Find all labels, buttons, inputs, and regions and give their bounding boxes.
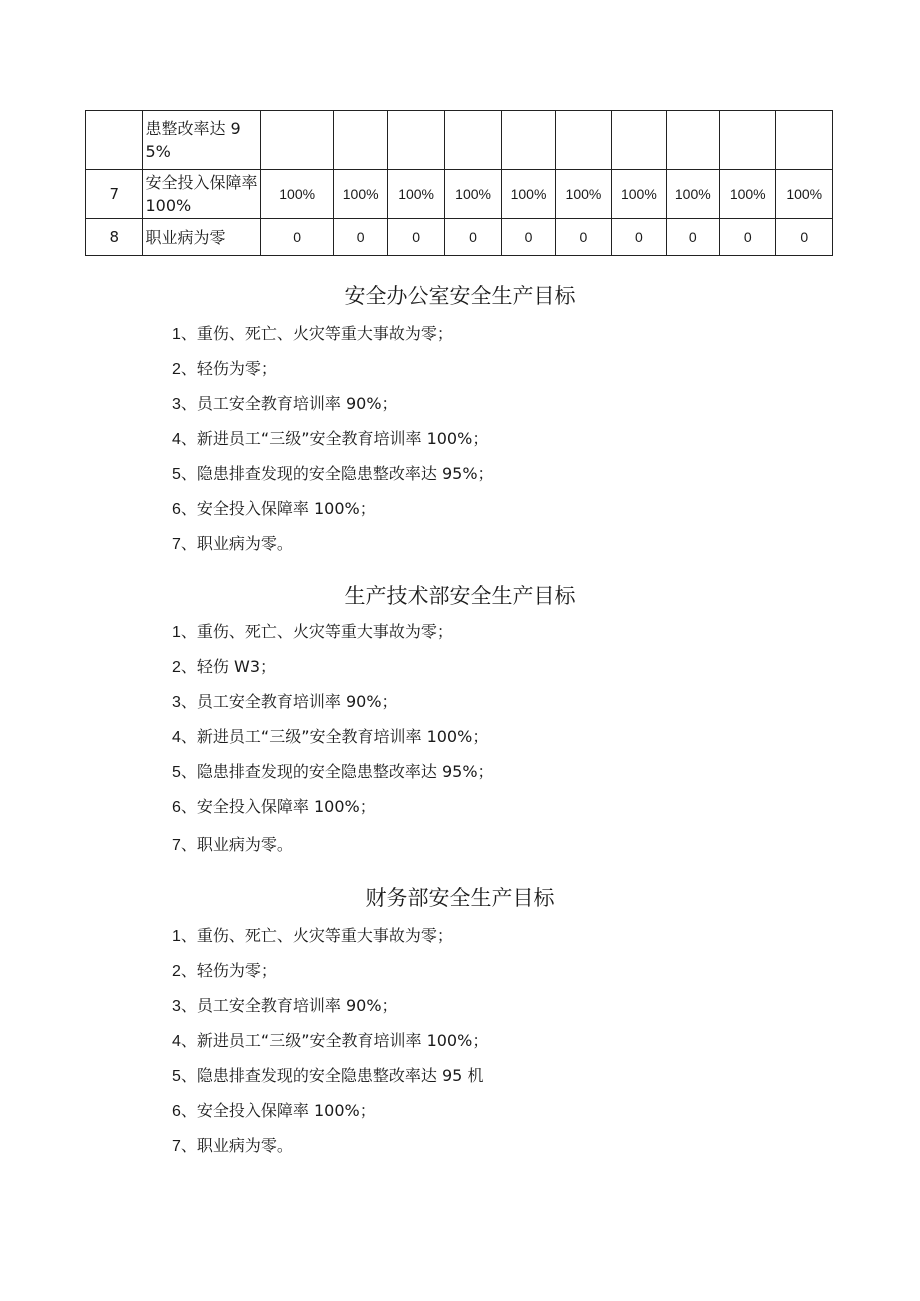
row-label: 职业病为零 <box>143 219 261 256</box>
list-item: 3、员工安全教育培训率 90%； <box>172 692 398 711</box>
list-item: 4、新进员工“三级”安全教育培训率 100%； <box>172 429 489 448</box>
table-cell: 0 <box>555 219 611 256</box>
list-item: 7、职业病为零。 <box>172 1136 293 1155</box>
section-title: 财务部安全生产目标 <box>365 886 555 910</box>
table-cell <box>261 111 334 170</box>
list-item: 5、隐患排查发现的安全隐患整改率达 95 机 <box>172 1066 484 1085</box>
table-cell: 0 <box>720 219 776 256</box>
table-cell <box>502 111 555 170</box>
table-cell <box>666 111 719 170</box>
section-title: 安全办公室安全生产目标 <box>344 284 576 308</box>
table-cell: 0 <box>388 219 444 256</box>
table-cell <box>388 111 444 170</box>
table-cell <box>776 111 833 170</box>
table-cell: 0 <box>666 219 719 256</box>
list-item: 1、重伤、死亡、火灾等重大事故为零； <box>172 622 453 641</box>
table-cell: 100% <box>502 170 555 219</box>
list-item: 3、员工安全教育培训率 90%； <box>172 394 398 413</box>
table-cell <box>555 111 611 170</box>
table-cell: 0 <box>444 219 501 256</box>
table-cell: 100% <box>720 170 776 219</box>
list-item: 2、轻伤 W3； <box>172 657 276 676</box>
table-cell: 100% <box>555 170 611 219</box>
goal-list <box>172 918 488 1163</box>
list-item: 5、隐患排查发现的安全隐患整改率达 95%； <box>172 762 494 781</box>
table-cell <box>612 111 666 170</box>
row-label: 患整改率达 95% <box>143 111 261 170</box>
list-item: 1、重伤、死亡、火灾等重大事故为零； <box>172 324 453 343</box>
list-item: 6、安全投入保障率 100%； <box>172 499 376 518</box>
safety-goal-table <box>85 110 833 256</box>
table-cell <box>444 111 501 170</box>
table-cell: 100% <box>776 170 833 219</box>
table-cell: 0 <box>502 219 555 256</box>
table-cell <box>333 111 387 170</box>
row-number <box>86 111 143 170</box>
table-row <box>86 170 833 219</box>
table-cell: 0 <box>612 219 666 256</box>
row-number: 8 <box>86 219 143 256</box>
section-title: 生产技术部安全生产目标 <box>344 584 576 608</box>
list-item: 4、新进员工“三级”安全教育培训率 100%； <box>172 1031 489 1050</box>
goal-list <box>172 316 494 561</box>
list-item: 7、职业病为零。 <box>172 835 293 854</box>
goal-list <box>172 614 494 862</box>
row-label: 安全投入保障率 100% <box>143 170 261 219</box>
table-cell: 0 <box>333 219 387 256</box>
list-item: 6、安全投入保障率 100%； <box>172 1101 376 1120</box>
list-item: 2、轻伤为零； <box>172 961 277 980</box>
list-item: 1、重伤、死亡、火灾等重大事故为零； <box>172 926 453 945</box>
table-cell: 100% <box>612 170 666 219</box>
table-cell: 100% <box>444 170 501 219</box>
table-cell: 0 <box>776 219 833 256</box>
table-row <box>86 219 833 256</box>
list-item: 5、隐患排查发现的安全隐患整改率达 95%； <box>172 464 494 483</box>
list-item: 4、新进员工“三级”安全教育培训率 100%； <box>172 727 489 746</box>
row-number: 7 <box>86 170 143 219</box>
table-cell: 100% <box>388 170 444 219</box>
table-cell: 100% <box>666 170 719 219</box>
list-item: 2、轻伤为零； <box>172 359 277 378</box>
list-item: 7、职业病为零。 <box>172 534 293 553</box>
table-cell: 100% <box>261 170 334 219</box>
table-cell <box>720 111 776 170</box>
list-item: 6、安全投入保障率 100%； <box>172 797 376 816</box>
table-row <box>86 111 833 170</box>
list-item: 3、员工安全教育培训率 90%； <box>172 996 398 1015</box>
table-cell: 100% <box>333 170 387 219</box>
table-cell: 0 <box>261 219 334 256</box>
